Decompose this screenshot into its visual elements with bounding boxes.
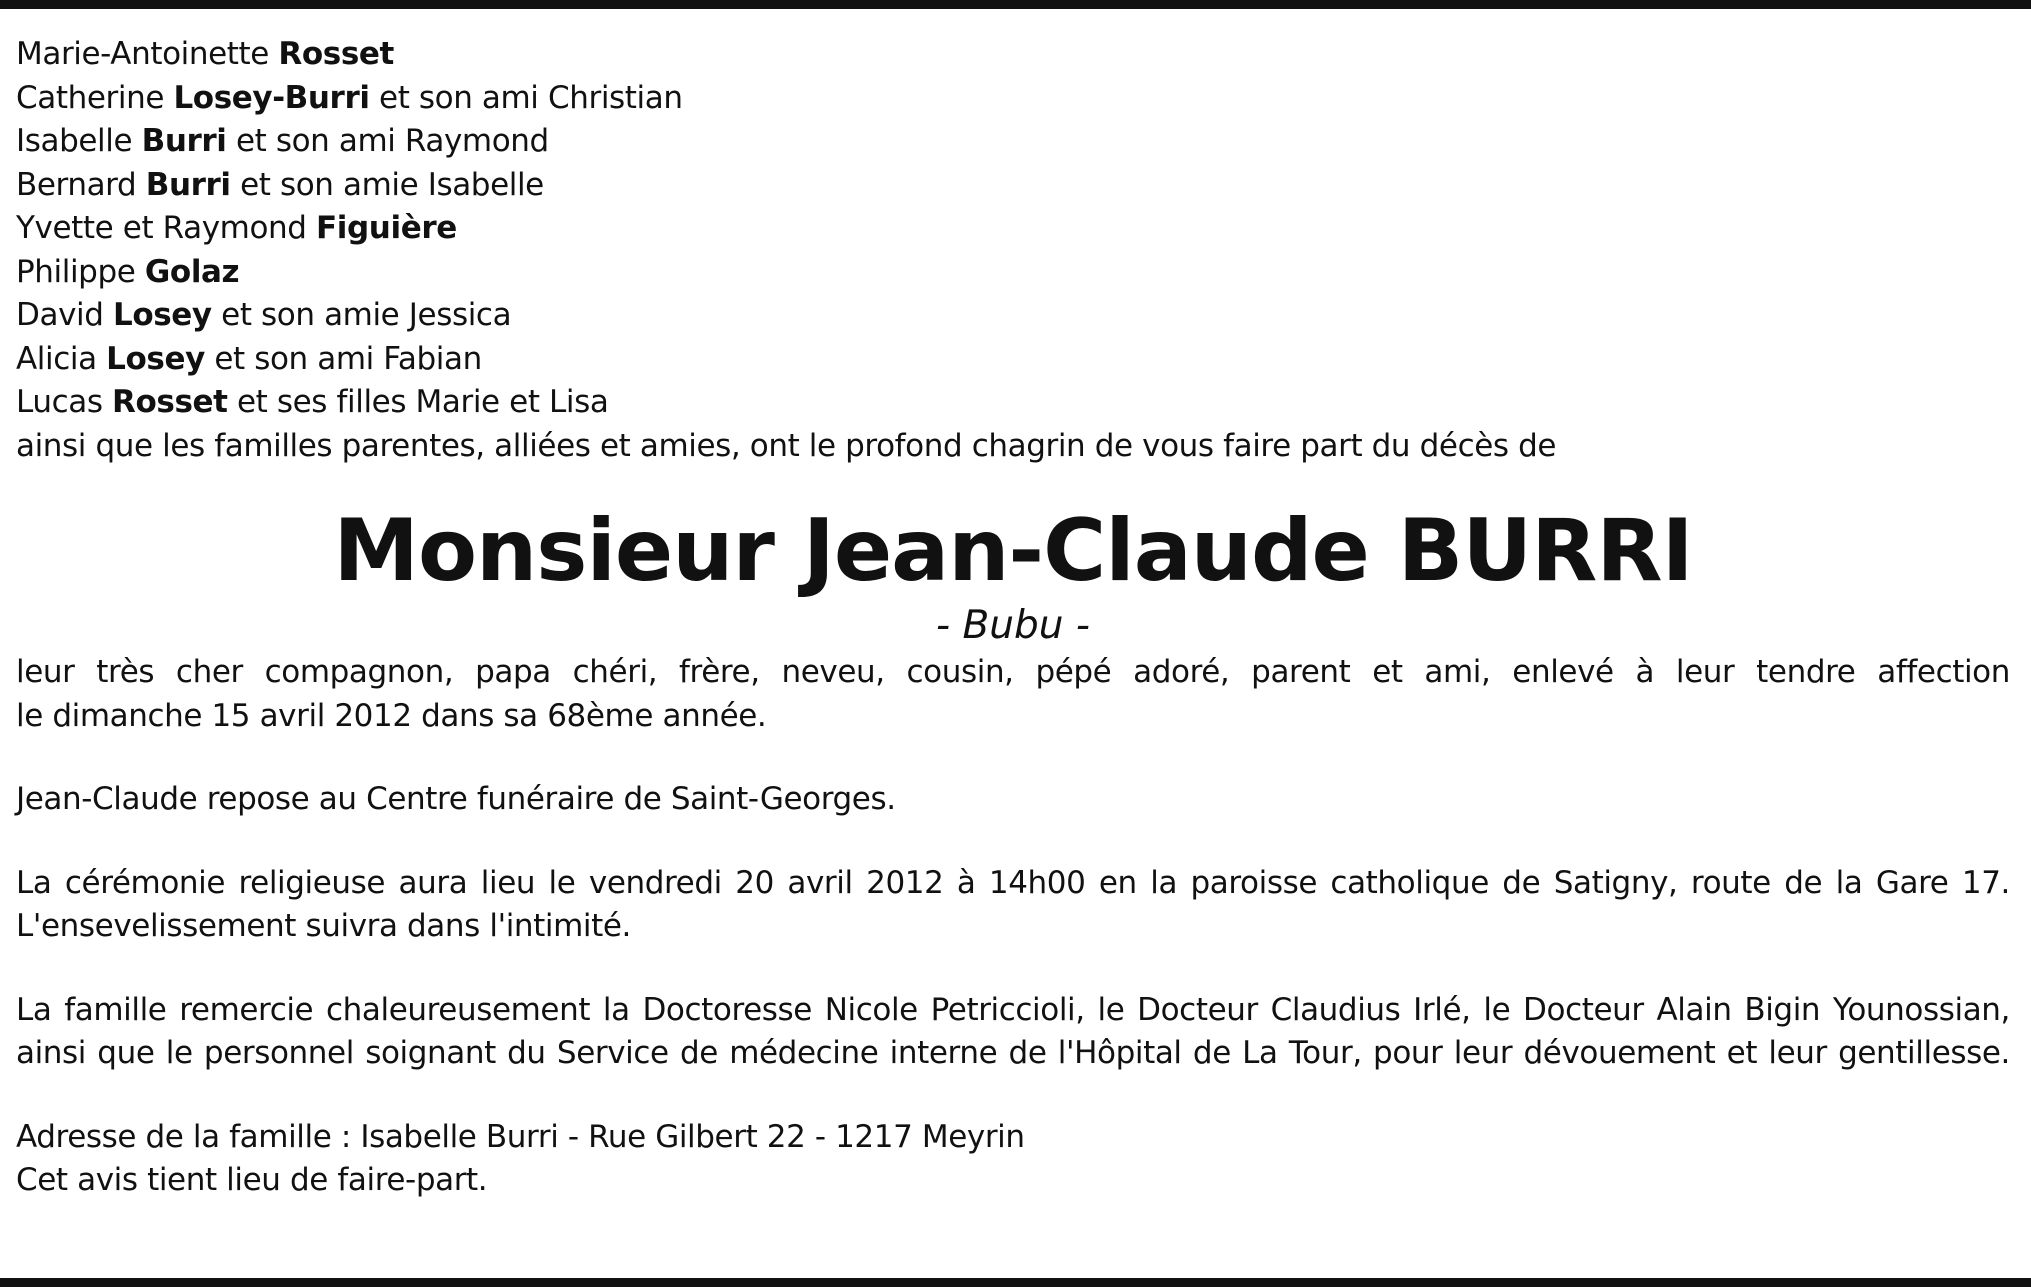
thanks-line: ainsi que le personnel soignant du Service de médecine interne de l'Hôpital de La Tour, pour leur dévouement et leur gentillesse. <box>16 1035 2010 1071</box>
ceremony-paragraph <box>16 862 2010 949</box>
rest-place-paragraph <box>16 778 2010 822</box>
top-border-rule <box>0 0 2031 9</box>
obituary-notice <box>16 33 2010 1203</box>
notice-statement-line: Cet avis tient lieu de faire-part. <box>16 1162 488 1198</box>
thanks-line: La famille remercie chaleureusement la Doctoresse Nicole Petriccioli, le Docteur Claudius Irlé, le Docteur Alain Bigin Younossian, <box>16 991 2010 1028</box>
deceased-nickname: - Bubu - <box>936 603 1090 648</box>
family-surname: Golaz <box>144 253 240 290</box>
rest-place-line: Jean-Claude repose au Centre funéraire de Saint-Georges. <box>16 781 896 817</box>
family-member: Marie-Antoinette Rosset <box>16 36 394 72</box>
intro-text: ainsi que les familles parentes, alliées et amies, ont le profond chagrin de vous faire part du décès de <box>16 427 1557 464</box>
announcement-line: le dimanche 15 avril 2012 dans sa 68ème année. <box>16 697 767 734</box>
family-members-list <box>16 33 2010 425</box>
spacer <box>16 949 2010 989</box>
family-surname: Rosset <box>278 36 394 72</box>
announcement-paragraph <box>16 651 2010 738</box>
family-surname: Rosset <box>112 384 228 420</box>
family-member: Lucas Rosset et ses filles Marie et Lisa <box>16 384 609 420</box>
spacer <box>16 1076 2010 1116</box>
family-surname: Losey-Burri <box>173 79 370 116</box>
bottom-border-rule <box>0 1278 2031 1287</box>
family-member: David Losey et son amie Jessica <box>16 297 512 333</box>
family-surname: Burri <box>145 166 231 203</box>
ceremony-line: La cérémonie religieuse aura lieu le vendredi 20 avril 2012 à 14h00 en la paroisse catholique de Satigny, route de la Gare 17. <box>16 864 2010 901</box>
family-surname: Burri <box>141 123 227 159</box>
ceremony-line: L'ensevelissement suivra dans l'intimité. <box>16 908 632 944</box>
family-member: Philippe Golaz <box>16 253 240 290</box>
family-member: Catherine Losey-Burri et son ami Christian <box>16 79 683 116</box>
family-member: Isabelle Burri et son ami Raymond <box>16 123 549 159</box>
family-surname: Figuière <box>316 210 457 246</box>
family-member: Alicia Losey et son ami Fabian <box>16 340 482 377</box>
thanks-paragraph <box>16 989 2010 1076</box>
family-surname: Losey <box>106 340 205 377</box>
family-address-line: Adresse de la famille : Isabelle Burri - Rue Gilbert 22 - 1217 Meyrin <box>16 1118 1025 1155</box>
address-paragraph <box>16 1116 2010 1203</box>
family-member: Bernard Burri et son amie Isabelle <box>16 166 544 203</box>
spacer <box>16 822 2010 862</box>
family-member: Yvette et Raymond Figuière <box>16 210 457 246</box>
announcement-line: leur très cher compagnon, papa chéri, frère, neveu, cousin, pépé adoré, parent et ami, enlevé à leur tendre affection <box>16 654 2010 690</box>
family-surname: Losey <box>112 297 212 333</box>
spacer <box>16 738 2010 778</box>
deceased-name: Monsieur Jean-Claude BURRI <box>333 501 1693 601</box>
